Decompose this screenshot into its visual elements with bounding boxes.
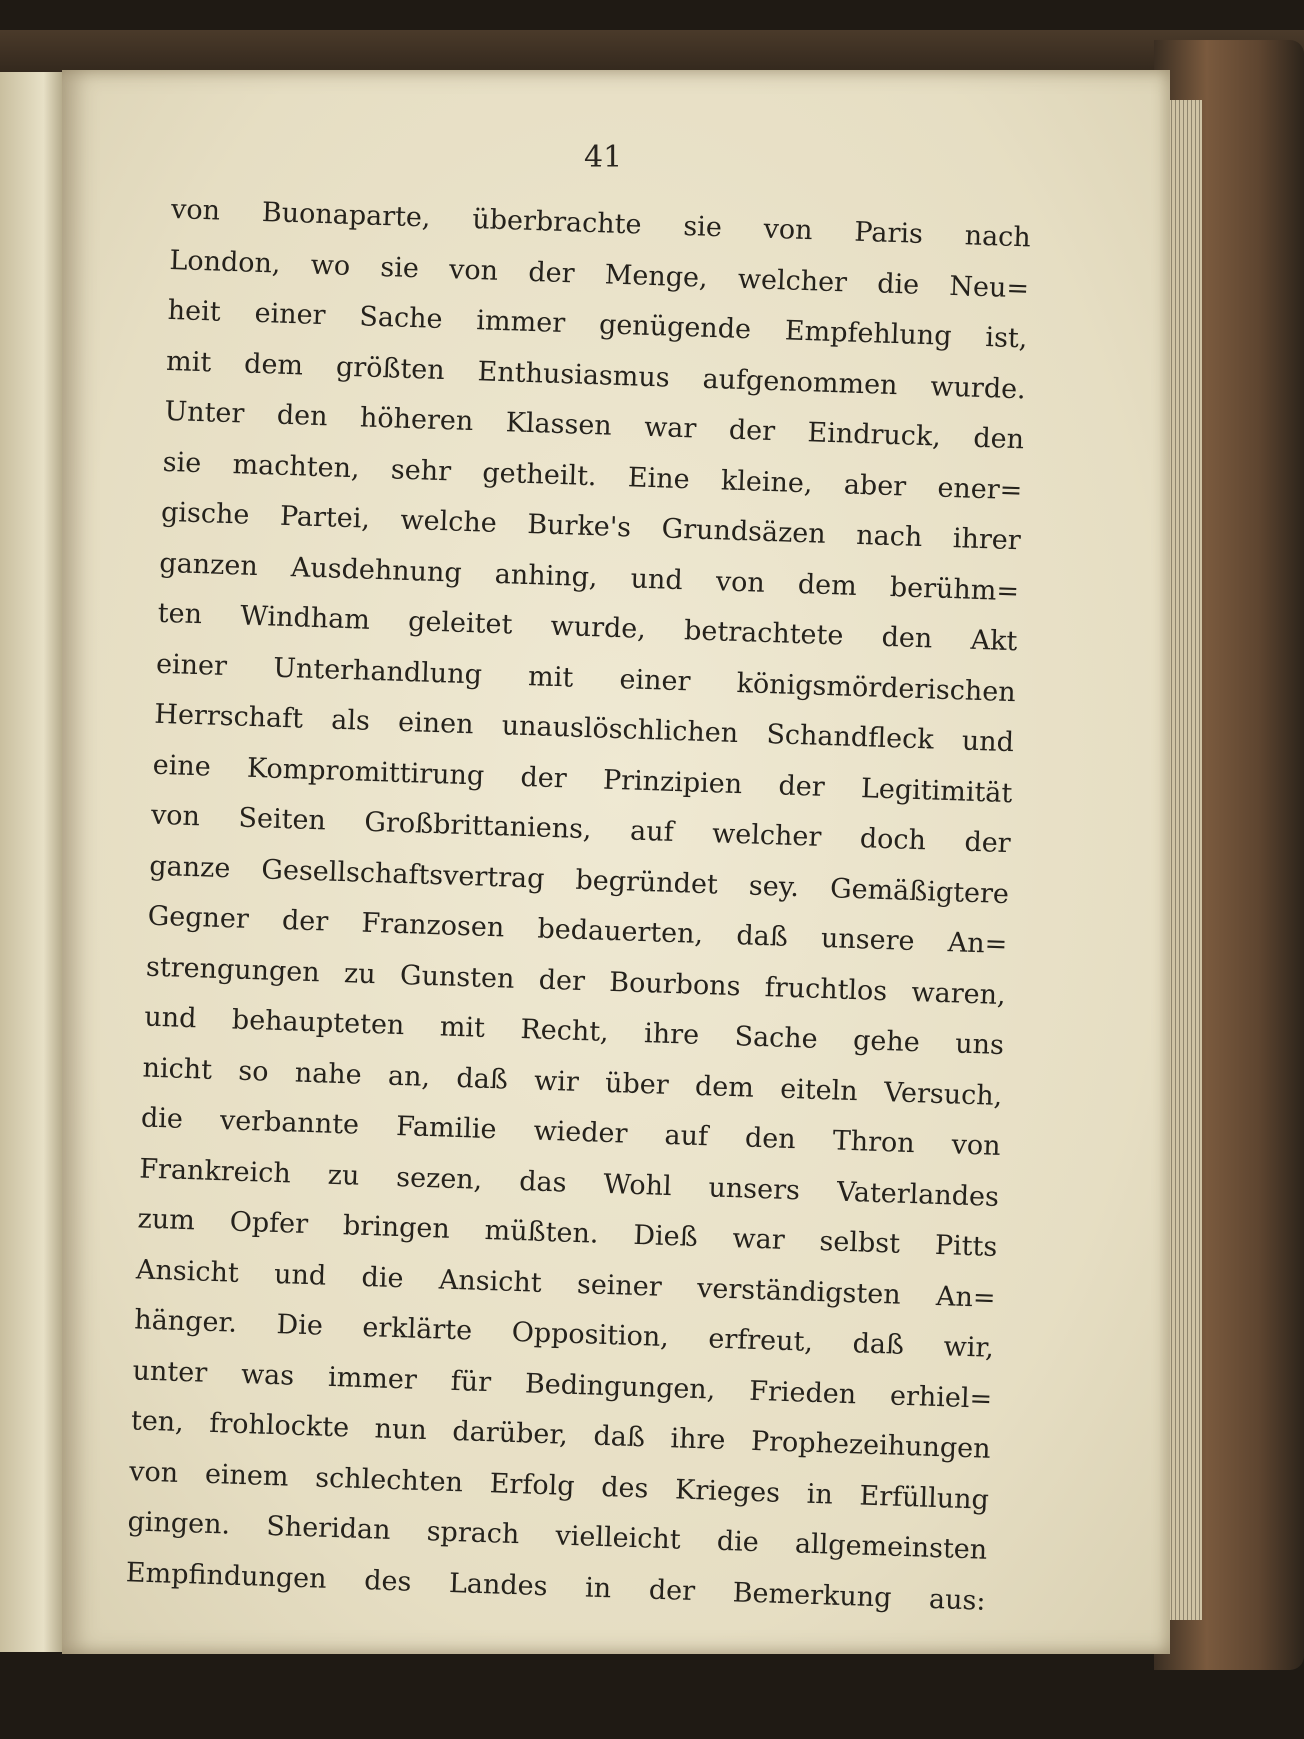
text-line: sie machten, sehr getheilt. Eine kleine, aber ener=	[162, 446, 1023, 506]
text-line: eine Kompromittirung der Prinzipien der Legitimität	[152, 749, 1013, 809]
text-line: von einem schlechten Erfolg des Krieges in Erfüllung	[128, 1455, 990, 1516]
text-line: gingen. Sheridan sprach vielleicht die allgemeinsten	[127, 1506, 988, 1566]
text-line: ganzen Ausdehnung anhing, und von dem berühm=	[158, 547, 1020, 607]
text-line: Herrschaft als einen unauslöschlichen Schandfleck und	[153, 698, 1015, 759]
text-line: gische Partei, welche Burke's Grundsäzen nach ihrer	[160, 496, 1022, 557]
text-line: mit dem größten Enthusiasmus aufgenommen wurde.	[165, 345, 1027, 405]
text-line: London, wo sie von der Menge, welcher die Neu=	[168, 244, 1030, 304]
text-line: strengungen zu Gunsten der Bourbons fruchtlos waren,	[145, 951, 1007, 1011]
text-line: unter was immer für Bedingungen, Frieden erhiel=	[132, 1354, 993, 1415]
text-line: zum Opfer bringen müßten. Dieß war selbst Pitts	[137, 1203, 998, 1263]
page-edges	[1168, 100, 1202, 1620]
left-page-edge	[0, 72, 62, 1652]
text-line: Unter den höheren Klassen war der Eindruck, den	[163, 395, 1025, 456]
text-line: ten, frohlockte nun darüber, daß ihre Prophezeihungen	[130, 1405, 992, 1465]
page-number: 41	[584, 140, 623, 175]
text-line: hänger. Die erklärte Opposition, erfreut, daß wir,	[133, 1304, 995, 1364]
text-line: von Buonaparte, überbrachte sie von Paris nach	[170, 193, 1032, 254]
text-line: ganze Gesellschaftsvertrag begründet sey. Gemäßigtere	[148, 850, 1010, 910]
text-line: Ansicht und die Ansicht seiner verständigsten An=	[135, 1253, 997, 1314]
text-line: ten Windham geleitet wurde, betrachtete den Akt	[157, 597, 1018, 658]
text-line: heit einer Sache immer genügende Empfehlung ist,	[167, 294, 1028, 355]
text-line: nicht so nahe an, daß wir über dem eiteln Versuch,	[142, 1052, 1003, 1112]
text-line: Gegner der Franzosen bedauerten, daß unsere An=	[147, 900, 1008, 961]
page-text	[125, 185, 1031, 1627]
text-line: von Seiten Großbrittaniens, auf welcher doch der	[150, 799, 1012, 860]
text-line: Empfindungen des Landes in der Bemerkung aus:	[125, 1556, 987, 1617]
text-line: einer Unterhandlung mit einer königsmörderischen	[155, 648, 1017, 708]
text-line: Frankreich zu sezen, das Wohl unsers Vaterlandes	[138, 1152, 1000, 1213]
text-line: und behaupteten mit Recht, ihre Sache gehe uns	[143, 1001, 1005, 1062]
text-line: die verbannte Familie wieder auf den Thron von	[140, 1102, 1002, 1162]
